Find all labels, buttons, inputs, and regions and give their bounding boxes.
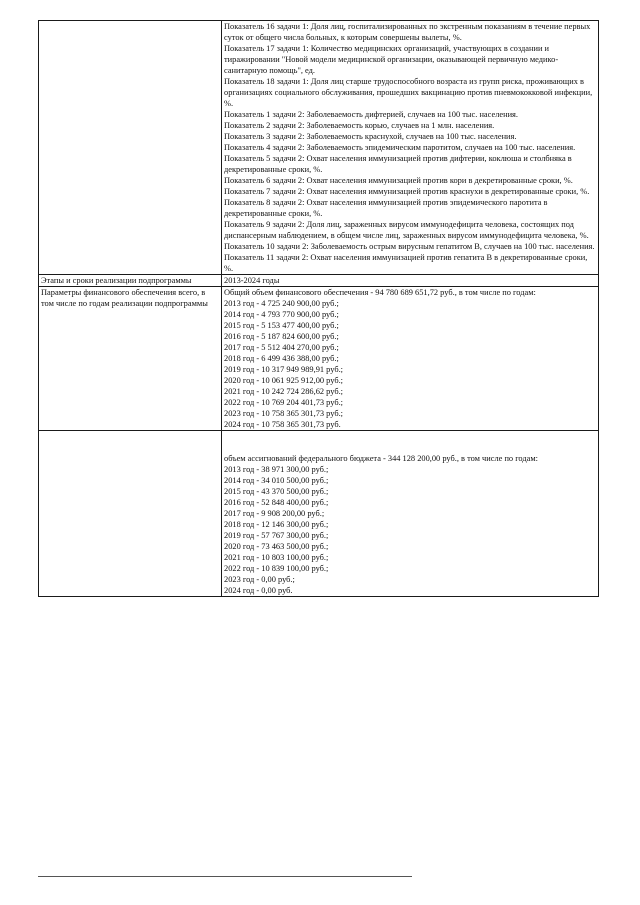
finance-total-year: 2018 год - 6 499 436 388,00 руб.; [224, 354, 339, 363]
finance-total-cell [222, 287, 599, 431]
finance-federal-cell [222, 431, 599, 597]
finance-federal-year: 2023 год - 0,00 руб.; [224, 575, 295, 584]
footer-rule [38, 876, 412, 877]
indicators-cell [222, 21, 599, 275]
stages-row [39, 275, 599, 287]
finance-federal-row [39, 431, 599, 597]
finance-federal-year: 2020 год - 73 463 500,00 руб.; [224, 542, 329, 551]
finance-federal-year: 2024 год - 0,00 руб. [224, 586, 293, 595]
finance-total-year: 2023 год - 10 758 365 301,73 руб.; [224, 409, 343, 418]
finance-row [39, 287, 599, 431]
indicator-item: Показатель 6 задачи 2: Охват населения иммунизацией против кори в декретированные сроки, %. [224, 176, 573, 185]
indicator-item: Показатель 16 задачи 1: Доля лиц, госпитализированных по экстренным показаниям в течение первых суток от общего числа больных, к которым совершены вылеты, %. [224, 22, 591, 42]
finance-total-year: 2021 год - 10 242 724 286,62 руб.; [224, 387, 343, 396]
finance-label: Параметры финансового обеспечения всего, в том числе по годам реализации подпрограммы [39, 287, 222, 431]
finance-total-year: 2015 год - 5 153 477 400,00 руб.; [224, 321, 339, 330]
finance-total-year: 2017 год - 5 512 404 270,00 руб.; [224, 343, 339, 352]
finance-total-year: 2024 год - 10 758 365 301,73 руб. [224, 420, 341, 429]
finance-federal-year: 2022 год - 10 839 100,00 руб.; [224, 564, 329, 573]
stages-label: Этапы и сроки реализации подпрограммы [39, 275, 222, 287]
subprogram-passport-table [38, 20, 599, 597]
finance-total-year: 2014 год - 4 793 770 900,00 руб.; [224, 310, 339, 319]
finance-total-year: 2022 год - 10 769 204 401,73 руб.; [224, 398, 343, 407]
finance-gap [224, 431, 597, 453]
indicator-item: Показатель 18 задачи 1: Доля лиц старше трудоспособного возраста из групп риска, проживающих в организациях социального обслуживания, прошедших вакцинацию против пневмококковой инфекции, %. [224, 77, 593, 108]
finance-total-year: 2019 год - 10 317 949 989,91 руб.; [224, 365, 343, 374]
finance-federal-year: 2021 год - 10 803 100,00 руб.; [224, 553, 329, 562]
indicators-label-cell [39, 21, 222, 275]
indicator-item: Показатель 3 задачи 2: Заболеваемость краснухой, случаев на 100 тыс. населения. [224, 132, 517, 141]
indicator-item: Показатель 1 задачи 2: Заболеваемость дифтерией, случаев на 100 тыс. населения. [224, 110, 518, 119]
indicators-row [39, 21, 599, 275]
finance-federal-label-cell [39, 431, 222, 597]
finance-federal-year: 2019 год - 57 767 300,00 руб.; [224, 531, 329, 540]
indicator-item: Показатель 7 задачи 2: Охват населения иммунизацией против краснухи в декретированные сроки, %. [224, 187, 590, 196]
indicator-item: Показатель 8 задачи 2: Охват населения иммунизацией против эпидемического паротита в декретированные сроки, %. [224, 198, 548, 218]
indicator-item: Показатель 17 задачи 1: Количество медицинских организаций, участвующих в создании и тиражировании "Новой модели медицинской организации, оказывающей первичную медико-санитарную помощь", ед. [224, 44, 559, 75]
finance-total-year: 2020 год - 10 061 925 912,00 руб.; [224, 376, 343, 385]
finance-federal-year: 2017 год - 9 908 200,00 руб.; [224, 509, 325, 518]
indicator-item: Показатель 9 задачи 2: Доля лиц, зараженных вирусом иммунодефицита человека, состоящих под диспансерным наблюдением, в общем числе лиц, зараженных вирусом иммунодефицита человека, %. [224, 220, 589, 240]
finance-federal-year: 2018 год - 12 146 300,00 руб.; [224, 520, 329, 529]
stages-value: 2013-2024 годы [222, 275, 599, 287]
finance-federal-year: 2016 год - 52 848 400,00 руб.; [224, 498, 329, 507]
finance-total-intro: Общий объем финансового обеспечения - 94 780 689 651,72 руб., в том числе по годам: [224, 288, 536, 297]
finance-total-year: 2016 год - 5 187 824 600,00 руб.; [224, 332, 339, 341]
finance-federal-year: 2013 год - 38 971 300,00 руб.; [224, 465, 329, 474]
indicator-item: Показатель 11 задачи 2: Охват населения иммунизацией против гепатита В в декретированные сроки, %. [224, 253, 588, 273]
finance-federal-year: 2015 год - 43 370 500,00 руб.; [224, 487, 329, 496]
indicator-item: Показатель 10 задачи 2: Заболеваемость острым вирусным гепатитом В, случаев на 100 тыс. населения. [224, 242, 595, 251]
finance-federal-intro: объем ассигнований федерального бюджета - 344 128 200,00 руб., в том числе по годам: [224, 454, 538, 463]
finance-total-year: 2013 год - 4 725 240 900,00 руб.; [224, 299, 339, 308]
indicator-item: Показатель 5 задачи 2: Охват населения иммунизацией против дифтерии, коклюша и столбняка в декретированные сроки, %. [224, 154, 572, 174]
indicator-item: Показатель 4 задачи 2: Заболеваемость эпидемическим паротитом, случаев на 100 тыс. населения. [224, 143, 576, 152]
indicator-item: Показатель 2 задачи 2: Заболеваемость корью, случаев на 1 млн. населения. [224, 121, 495, 130]
finance-federal-year: 2014 год - 34 010 500,00 руб.; [224, 476, 329, 485]
